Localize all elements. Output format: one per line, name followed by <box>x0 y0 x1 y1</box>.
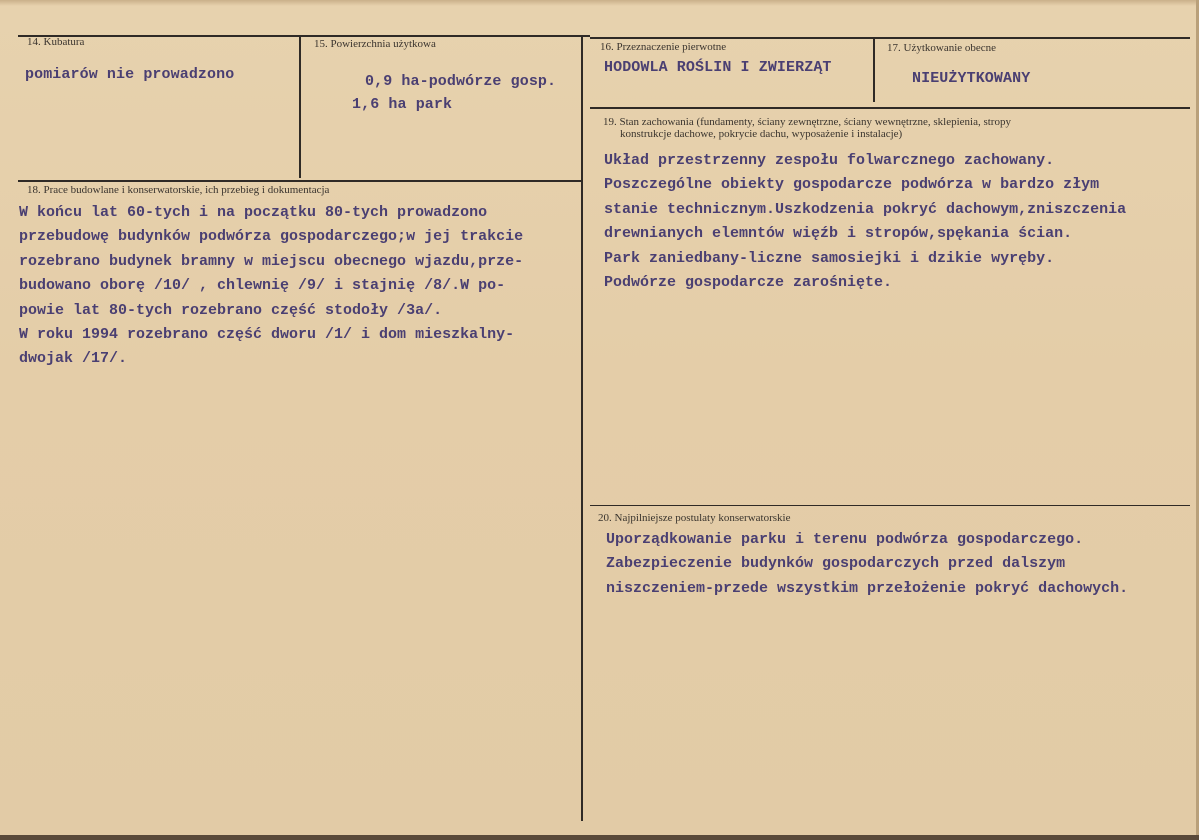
divider-14-15 <box>299 35 301 178</box>
field-20-line: Uporządkowanie parku i terenu podwórza gospodarczego. <box>606 531 1084 548</box>
field-18-line: W roku 1994 rozebrano część dworu /1/ i dom mieszkalny- <box>19 325 515 343</box>
field-15-line-2: 1,6 ha park <box>352 96 453 113</box>
field-14-label: 14. Kubatura <box>27 36 85 48</box>
field-17-value: NIEUŻYTKOWANY <box>912 70 1031 87</box>
field-18-text <box>19 201 523 372</box>
field-17-label: 17. Użytkowanie obecne <box>887 42 997 54</box>
divider-main <box>581 35 583 821</box>
rule-above-20 <box>590 505 1190 506</box>
field-16-label: 16. Przeznaczenie pierwotne <box>600 41 727 53</box>
field-15-line-1: 0,9 ha-podwórze gosp. <box>365 73 557 90</box>
field-19-line: Poszczególne obiekty gospodarcze podwórza w bardzo złym <box>604 176 1100 194</box>
field-19-line: drewnianych elemntów więźb i stropów,spękania ścian. <box>604 225 1073 243</box>
field-18-line: W końcu lat 60-tych i na początku 80-tych prowadzono <box>19 204 488 221</box>
field-14-value: pomiarów nie prowadzono <box>25 66 235 83</box>
card-top-edge <box>0 0 1199 6</box>
field-19-label-line-2: konstrukcje dachowe, pokrycie dachu, wyposażenie i instalacje) <box>620 128 903 140</box>
card-bottom-edge <box>0 835 1199 840</box>
field-19-text <box>604 149 1126 295</box>
field-19-line: Układ przestrzenny zespołu folwarcznego zachowany. <box>604 152 1055 169</box>
field-20-text <box>606 528 1128 601</box>
rule-below-16-17 <box>590 107 1190 109</box>
field-20-line: niszczeniem-przede wszystkim przełożenie pokryć dachowych. <box>606 579 1129 597</box>
field-18-line: przebudowę budynków podwórza gospodarczego;w jej trakcie <box>19 228 524 246</box>
field-19-line: stanie technicznym.Uszkodzenia pokryć dachowym,zniszczenia <box>604 200 1127 218</box>
top-rule-right <box>590 37 1190 39</box>
field-18-line: dwojak /17/. <box>19 350 128 368</box>
rule-below-14-15 <box>18 180 583 182</box>
field-18-label: 18. Prace budowlane i konserwatorskie, ich przebieg i dokumentacja <box>27 184 330 196</box>
field-20-label: 20. Najpilniejsze postulaty konserwatorskie <box>598 512 791 524</box>
field-15-label: 15. Powierzchnia użytkowa <box>314 38 436 50</box>
field-18-line: powie lat 80-tych rozebrano część stodoły /3a/. <box>19 301 443 319</box>
field-19-label-line-1: 19. Stan zachowania (fundamenty, ściany zewnętrzne, ściany wewnętrzne, sklepienia, stropy <box>603 116 1011 128</box>
divider-16-17 <box>873 38 875 102</box>
field-20-line: Zabezpieczenie budynków gospodarczych przed dalszym <box>606 555 1066 573</box>
field-18-line: rozebrano budynek bramny w miejscu obecnego wjazdu,prze- <box>19 252 524 270</box>
top-rule-left <box>18 35 590 37</box>
field-18-line: budowano oborę /10/ , chlewnię /9/ i stajnię /8/.W po- <box>19 277 506 295</box>
field-19-line: Park zaniedbany-liczne samosiejki i dzikie wyręby. <box>604 249 1055 267</box>
field-19-line: Podwórze gospodarcze zarośnięte. <box>604 273 893 291</box>
field-16-value: HODOWLA ROŚLIN I ZWIERZĄT <box>604 59 832 76</box>
